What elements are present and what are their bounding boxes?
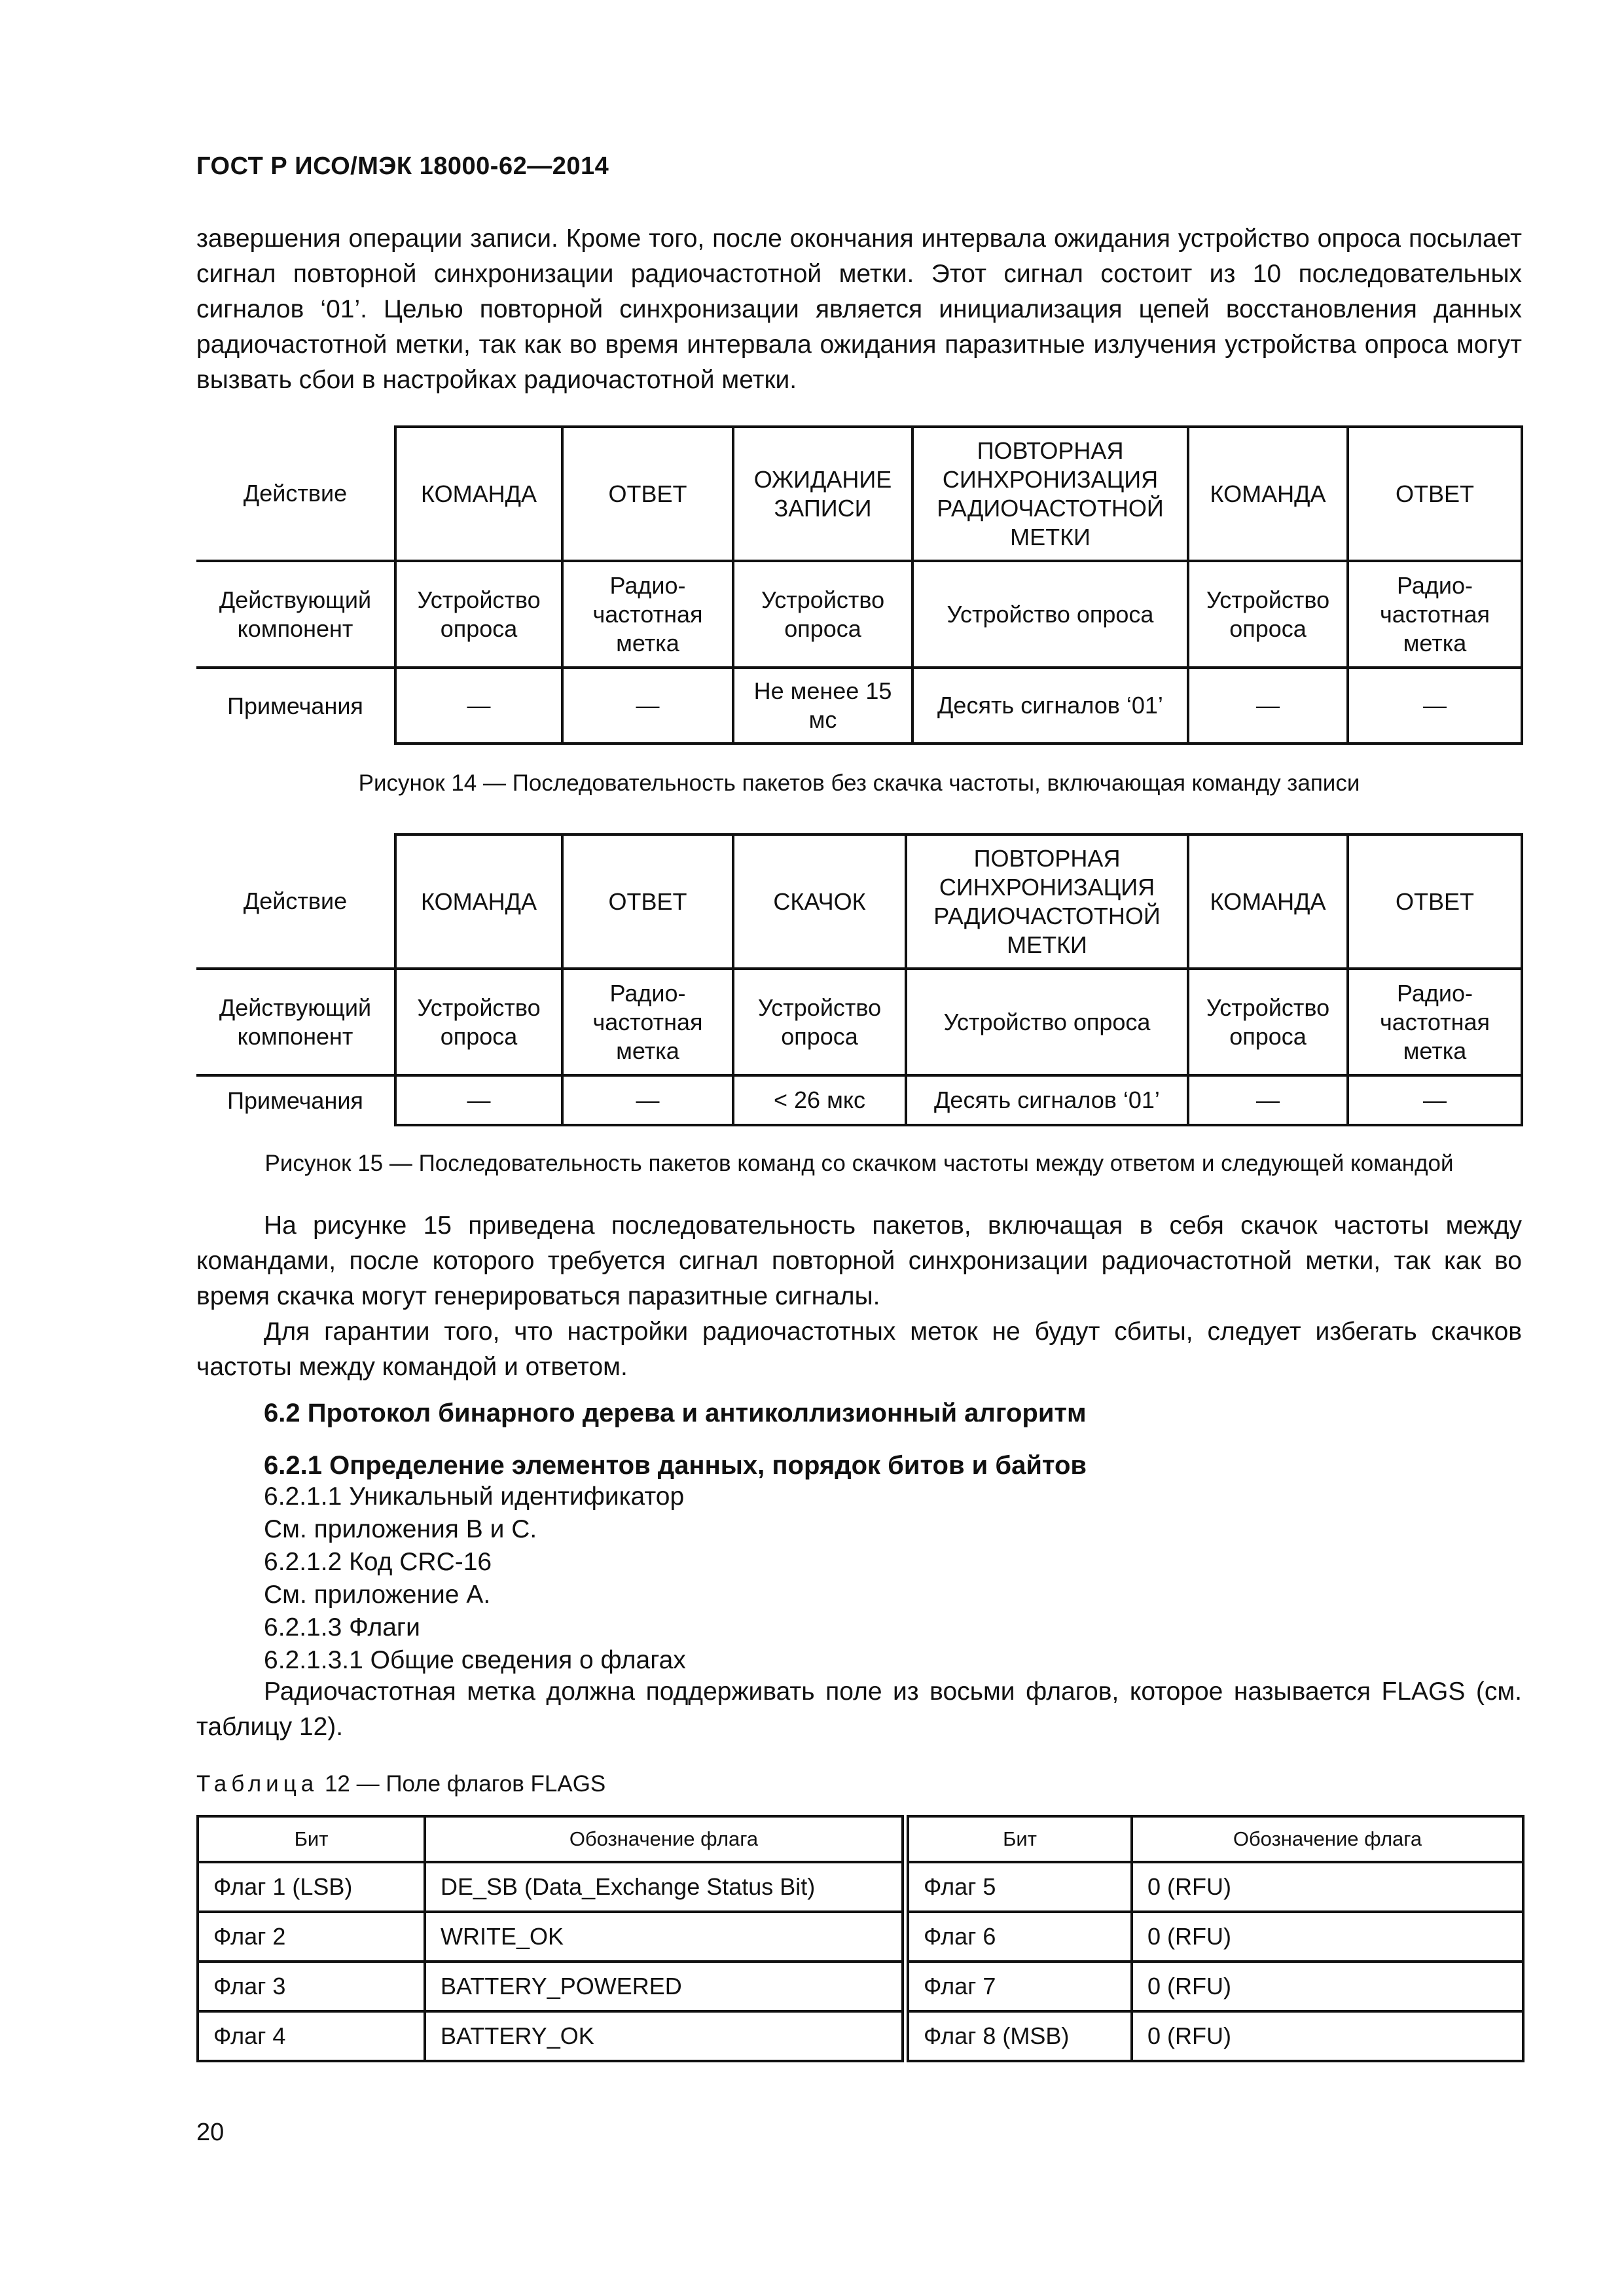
table-cell: Флаг 5 — [905, 1862, 1132, 1912]
component-cell: Устройство опроса — [395, 561, 562, 668]
table-cell: BATTERY_OK — [425, 2011, 905, 2061]
body-text-block — [196, 1208, 1522, 1385]
table-cell: DE_SB (Data_Exchange Status Bit) — [425, 1862, 905, 1912]
table-12-flags — [196, 1815, 1525, 2062]
action-cell: ОТВЕТ — [1348, 834, 1522, 969]
table-row — [198, 1862, 1523, 1912]
table-caption-text: 12 — Поле флагов FLAGS — [324, 1771, 606, 1797]
list-item: 6.2.1.2 Код CRC-16 — [264, 1548, 492, 1576]
note-cell: < 26 мкс — [733, 1075, 906, 1125]
figure-15-table — [196, 833, 1523, 1126]
table-cell: Флаг 6 — [905, 1912, 1132, 1962]
action-cell: КОМАНДА — [1188, 427, 1348, 561]
action-cell: КОМАНДА — [1188, 834, 1348, 969]
note-cell: Не менее 15 мс — [733, 668, 912, 744]
action-cell: ОЖИДАНИЕ ЗАПИСИ — [733, 427, 912, 561]
note-cell: — — [562, 1075, 733, 1125]
table-12-caption — [196, 1771, 605, 1797]
action-cell: ОТВЕТ — [562, 834, 733, 969]
column-header: Бит — [198, 1816, 425, 1862]
action-cell: ОТВЕТ — [562, 427, 733, 561]
action-cell: СКАЧОК — [733, 834, 906, 969]
table-cell: Флаг 1 (LSB) — [198, 1862, 425, 1912]
note-cell: — — [1348, 668, 1522, 744]
component-cell: Устройство опроса — [906, 969, 1188, 1075]
figure-15-caption: Рисунок 15 — Последовательность пакетов команд со скачком частоты между ответом и следующей командой — [264, 1151, 1454, 1176]
action-cell: КОМАНДА — [395, 834, 562, 969]
component-cell: Устройство опроса — [912, 561, 1188, 668]
row-label-component: Действующий компонент — [196, 561, 395, 668]
paragraph-fig15: На рисунке 15 приведена последовательность пакетов, включащая в себя скачок частоты между командами, после которого требуется сигнал повторной синхронизации радиочастотной метки, так как во время скачка могут генерироваться паразитные сигналы. — [196, 1211, 1522, 1310]
note-cell: — — [1188, 668, 1348, 744]
component-cell: Радио-частотная метка — [1348, 969, 1522, 1075]
table-row — [198, 2011, 1523, 2061]
list-item: См. приложения В и С. — [264, 1515, 537, 1543]
note-cell: — — [562, 668, 733, 744]
table-cell: 0 (RFU) — [1132, 1962, 1523, 2011]
list-item: 6.2.1.1 Уникальный идентификатор — [264, 1482, 685, 1511]
table-cell: Флаг 4 — [198, 2011, 425, 2061]
table-cell: 0 (RFU) — [1132, 1862, 1523, 1912]
table-row — [198, 1912, 1523, 1962]
table-cell: 0 (RFU) — [1132, 1912, 1523, 1962]
action-cell: ОТВЕТ — [1348, 427, 1522, 561]
figure-14-caption: Рисунок 14 — Последовательность пакетов без скачка частоты, включающая команду записи — [358, 770, 1360, 796]
column-header: Обозначение флага — [425, 1816, 905, 1862]
component-cell: Радио-частотная метка — [562, 969, 733, 1075]
page-number: 20 — [196, 2119, 225, 2146]
table-cell: 0 (RFU) — [1132, 2011, 1523, 2061]
action-cell: КОМАНДА — [395, 427, 562, 561]
note-cell: — — [395, 1075, 562, 1125]
table-caption-prefix: Таблица — [196, 1771, 319, 1797]
component-cell: Устройство опроса — [1188, 561, 1348, 668]
component-cell: Устройство опроса — [395, 969, 562, 1075]
row-label-notes: Примечания — [196, 1075, 395, 1125]
table-cell: Флаг 8 (MSB) — [905, 2011, 1132, 2061]
table-row — [198, 1962, 1523, 2011]
figure-14-table — [196, 425, 1523, 745]
row-label-notes: Примечания — [196, 668, 395, 744]
row-label-action: Действие — [196, 834, 395, 969]
list-item: 6.2.1.3 Флаги — [264, 1613, 420, 1641]
note-cell: Десять сигналов ‘01’ — [912, 668, 1188, 744]
row-label-action: Действие — [196, 427, 395, 561]
note-cell: — — [1348, 1075, 1522, 1125]
component-cell: Радио-частотная метка — [1348, 561, 1522, 668]
table-cell: Флаг 2 — [198, 1912, 425, 1962]
list-item: См. приложение А. — [264, 1581, 491, 1609]
paragraph-flags: Радиочастотная метка должна поддерживать поле из восьми флагов, которое называется FLAGS (см. таблицу 12). — [196, 1677, 1522, 1741]
row-label-component: Действующий компонент — [196, 969, 395, 1075]
table-cell: Флаг 3 — [198, 1962, 425, 2011]
action-cell: ПОВТОРНАЯ СИНХРОНИЗАЦИЯ РАДИОЧАСТОТНОЙ МЕТКИ — [912, 427, 1188, 561]
subsection-list — [264, 1480, 686, 1677]
table-cell: Флаг 7 — [905, 1962, 1132, 2011]
paragraph-guarantee: Для гарантии того, что настройки радиочастотных меток не будут сбиты, следует избегать скачков частоты между командой и ответом. — [196, 1318, 1522, 1381]
component-cell: Устройство опроса — [733, 969, 906, 1075]
note-cell: — — [1188, 1075, 1348, 1125]
action-cell: ПОВТОРНАЯ СИНХРОНИЗАЦИЯ РАДИОЧАСТОТНОЙ МЕТКИ — [906, 834, 1188, 969]
note-cell: Десять сигналов ‘01’ — [906, 1075, 1188, 1125]
component-cell: Устройство опроса — [733, 561, 912, 668]
document-header: ГОСТ Р ИСО/МЭК 18000-62—2014 — [196, 152, 609, 180]
table-cell: WRITE_OK — [425, 1912, 905, 1962]
note-cell: — — [395, 668, 562, 744]
component-cell: Устройство опроса — [1188, 969, 1348, 1075]
component-cell: Радио-частотная метка — [562, 561, 733, 668]
table-header-row — [198, 1816, 1523, 1862]
table-cell: BATTERY_POWERED — [425, 1962, 905, 2011]
list-item: 6.2.1.3.1 Общие сведения о флагах — [264, 1646, 686, 1674]
column-header: Бит — [905, 1816, 1132, 1862]
intro-paragraph: завершения операции записи. Кроме того, после окончания интервала ожидания устройство опроса посылает сигнал повторной синхронизации радиочастотной метки. Этот сигнал состоит из 10 последовательных сигналов ‘01’. Целью повторной синхронизации является инициализация цепей восстановления данных радиочастотной метки, так как во время интервала ожидания паразитные излучения устройства опроса могут вызвать сбои в настройках радиочастотной метки. — [196, 224, 1522, 394]
column-header: Обозначение флага — [1132, 1816, 1523, 1862]
section-heading-6-2: 6.2 Протокол бинарного дерева и антиколлизионный алгоритм — [264, 1399, 1087, 1427]
section-heading-6-2-1: 6.2.1 Определение элементов данных, порядок битов и байтов — [264, 1451, 1087, 1480]
